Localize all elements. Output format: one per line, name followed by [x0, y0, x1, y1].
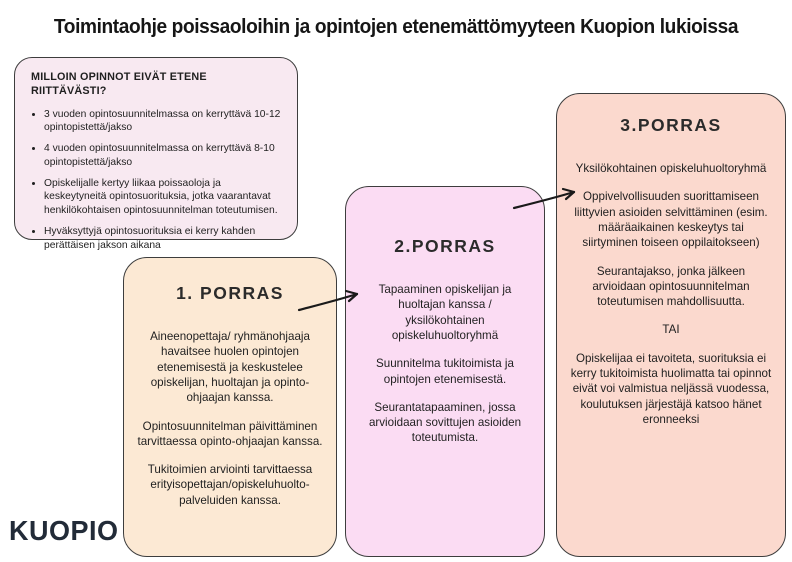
criteria-list	[31, 108, 283, 252]
step-2-paragraph: Tapaaminen opiskelijan ja huoltajan kanssa / yksilökohtainen opiskeluhuoltoryhmä	[378, 283, 512, 342]
step-3-heading: 3.PORRAS	[620, 115, 722, 135]
step-2-box	[345, 186, 545, 557]
step-1-paragraph: Tukitoimien arviointi tarvittaessa erityisopettajan/opiskeluhuolto- palveluiden kanssa.	[147, 463, 313, 507]
step-1-heading: 1. PORRAS	[176, 283, 284, 303]
page-title: Toimintaohje poissaoloihin ja opintojen etenemättömyyteen Kuopion lukioissa	[53, 16, 739, 38]
criteria-item: • 3 vuoden opintosuunnitelmassa on kerryttävä 10-12 opintopistettä/jakso	[44, 108, 283, 134]
step-3-paragraph: Yksilökohtainen opiskeluhuoltoryhmä	[575, 162, 767, 176]
kuopio-logo: KUOPIO	[9, 515, 119, 547]
step-1-paragraph: Opintosuunnitelman päivittäminen tarvittaessa opinto-ohjaajan kanssa.	[137, 419, 323, 448]
step-3-paragraph: Oppivelvollisuuden suorittamiseen liittyvien asioiden selvittäminen (esim. määräaikainen keskeytys tai siirtyminen toiseen oppilaitokseen)	[574, 190, 768, 250]
step-3-box	[556, 93, 786, 557]
criteria-item: • Hyväksyttyjä opintosuorituksia ei kerry kahden perättäisen jakson aikana	[44, 225, 283, 251]
criteria-heading: MILLOIN OPINNOT EIVÄT ETENE RIITTÄVÄSTI?	[31, 71, 207, 97]
step-3-paragraph: Opiskelijaa ei tavoiteta, suorituksia ei kerry tukitoimista huolimatta tai opinnot eivät voi valmistua neljässä vuodessa, koulutuksen järjestäjä katsoo hänet eronneeksi	[570, 351, 772, 426]
step-3-paragraph: TAI	[662, 323, 680, 337]
criteria-panel	[14, 57, 298, 251]
step-2-heading: 2.PORRAS	[394, 236, 496, 256]
step-2-paragraph: Seurantatapaaminen, jossa arvioidaan sovittujen asioiden toteutumista.	[368, 400, 522, 445]
step-1-paragraph: Aineenopettaja/ ryhmänohjaaja havaitsee huolen opintojen etenemisestä ja keskustelee opiskelijan, huoltajan ja opinto-ohjaajan kanssa.	[150, 330, 310, 405]
criteria-item: • Opiskelijalle kertyy liikaa poissaoloja ja keskeytyneitä opintosuorituksia, jotka vaarantavat henkilökohtaisen opintosuunnitelman toteutumisen.	[44, 177, 283, 217]
step-3-paragraph: Seurantajakso, jonka jälkeen arvioidaan opintosuunnitelman toteutumisen mahdollisuutta.	[592, 264, 750, 309]
step-2-paragraph: Suunnitelma tukitoimista ja opintojen etenemisestä.	[376, 357, 514, 386]
criteria-item: • 4 vuoden opintosuunnitelmassa on kerryttävä 8-10 opintopistettä/jakso	[44, 142, 283, 168]
step-1-box	[123, 257, 337, 557]
